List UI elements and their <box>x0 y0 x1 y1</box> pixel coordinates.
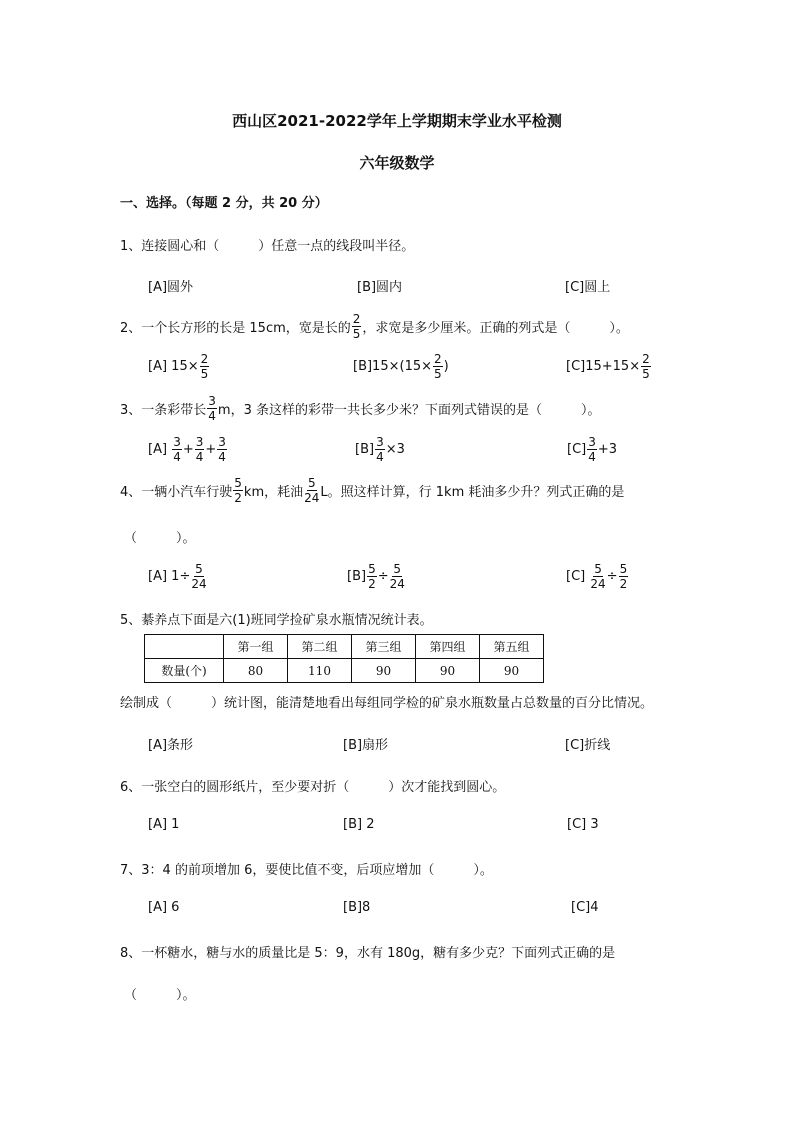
q3-option-c: [C] $\frac{3}{4}$ +3 <box>567 434 618 464</box>
table-cell: 90 <box>352 659 416 683</box>
fraction: $\frac{3}{4}$ <box>218 434 226 464</box>
q2-text-post: ，求宽是多少厘米。正确的列式是（ ）。 <box>362 320 629 336</box>
fraction: $\frac{3}{4}$ <box>208 393 216 423</box>
q2-option-c: [C]15+15× $\frac{2}{5}$ <box>566 351 650 381</box>
q2-option-a: [A] 15× $\frac{2}{5}$ <box>148 351 209 381</box>
fraction: $\frac{5}{2}$ <box>234 475 242 505</box>
question-3: 3、一条彩带长 $\frac{3}{4}$ m，3 条这样的彩带一共长多少米？下面列式错误的是（ ）。 <box>120 393 601 423</box>
table-row <box>145 659 544 683</box>
fraction: $\frac{2}{5}$ <box>434 351 442 381</box>
fraction: $\frac{3}{4}$ <box>173 434 181 464</box>
table-header-row <box>145 635 544 659</box>
table-cell: 第一组 <box>224 635 288 659</box>
fraction: $\frac{5}{24}$ <box>590 561 606 591</box>
q2-option-b: [B]15×(15× $\frac{2}{5}$ ) <box>353 351 449 381</box>
fraction: $\frac{3}{4}$ <box>195 434 204 464</box>
q5-option-b: [B]扇形 <box>343 738 389 753</box>
fraction: $\frac{5}{24}$ <box>191 561 207 591</box>
table-cell: 第二组 <box>288 635 352 659</box>
q7-option-a: [A] 6 <box>148 900 180 915</box>
fraction: $\frac{2}{5}$ <box>352 311 361 341</box>
fraction: $\frac{5}{24}$ <box>304 475 320 505</box>
fraction: $\frac{2}{5}$ <box>200 351 209 381</box>
q7-option-b: [B]8 <box>343 900 371 915</box>
question-8-line2: （ ）。 <box>124 988 196 1003</box>
table-cell: 80 <box>224 659 288 683</box>
q2-text-pre: 2、一个长方形的长是 15cm，宽是长的 <box>120 320 351 336</box>
question-8: 8、一杯糖水，糖与水的质量比是 5：9，水有 180g，糖有多少克？下面列式正确的是 <box>120 946 616 961</box>
fraction: $\frac{2}{5}$ <box>642 351 650 381</box>
table-cell: 数量(个) <box>145 659 224 683</box>
q6-option-a: [A] 1 <box>148 817 180 832</box>
fraction: $\frac{5}{2}$ <box>368 561 376 591</box>
fraction: $\frac{5}{24}$ <box>389 561 405 591</box>
fraction: $\frac{3}{4}$ <box>588 434 596 464</box>
table-cell: 90 <box>416 659 480 683</box>
table-cell: 第四组 <box>416 635 480 659</box>
q3-option-a: [A] $\frac{3}{4}$ + $\frac{3}{4}$ + $\frac{3}{4}$ <box>148 434 226 464</box>
q5-option-a: [A]条形 <box>148 738 194 753</box>
q6-option-c: [C] 3 <box>567 817 599 832</box>
page-title: 西山区2021-2022学年上学期期末学业水平检测 <box>232 112 562 130</box>
q1-option-c: [C]圆上 <box>565 280 611 295</box>
q4-option-b: [B] $\frac{5}{2}$ ÷ $\frac{5}{24}$ <box>347 561 405 591</box>
q1-option-b: [B]圆内 <box>357 280 403 295</box>
question-4-line2: （ ）。 <box>124 531 196 546</box>
question-7: 7、3：4 的前项增加 6，要使比值不变，后项应增加（ ）。 <box>120 863 493 878</box>
question-5-line2: 绘制成（ ）统计图，能清楚地看出每组同学检的矿泉水瓶数量占总数量的百分比情况。 <box>120 696 654 711</box>
fraction: $\frac{3}{4}$ <box>376 434 384 464</box>
q7-option-c: [C]4 <box>571 900 599 915</box>
question-2 <box>120 310 629 342</box>
table-cell: 110 <box>288 659 352 683</box>
q4-option-c: [C] $\frac{5}{24}$ ÷ $\frac{5}{2}$ <box>566 561 628 591</box>
question-4: 4、一辆小汽车行驶 $\frac{5}{2}$ km，耗油 $\frac{5}{24}$ L。照这样计算，行 1km 耗油多少升？列式正确的是 <box>120 475 625 505</box>
section-heading: 一、选择。（每题 2 分，共 20 分） <box>120 196 328 211</box>
table-cell <box>145 635 224 659</box>
q5-option-c: [C]折线 <box>565 738 611 753</box>
question-1: 1、连接圆心和（ ）任意一点的线段叫半径。 <box>120 239 415 254</box>
table-cell: 第五组 <box>480 635 544 659</box>
q1-option-a: [A]圆外 <box>148 280 194 295</box>
table-cell: 第三组 <box>352 635 416 659</box>
question-6: 6、一张空白的圆形纸片，至少要对折（ ）次才能找到圆心。 <box>120 780 506 795</box>
q6-option-b: [B] 2 <box>343 817 375 832</box>
question-5: 5、綦养点下面是六(1)班同学捡矿泉水瓶情况统计表。 <box>120 613 433 628</box>
q3-option-b: [B] $\frac{3}{4}$ ×3 <box>355 434 405 464</box>
table-cell: 90 <box>480 659 544 683</box>
page-subtitle: 六年级数学 <box>359 154 435 172</box>
fraction: $\frac{5}{2}$ <box>619 561 628 591</box>
stats-table <box>144 634 544 683</box>
q4-option-a: [A] 1÷ $\frac{5}{24}$ <box>148 561 207 591</box>
